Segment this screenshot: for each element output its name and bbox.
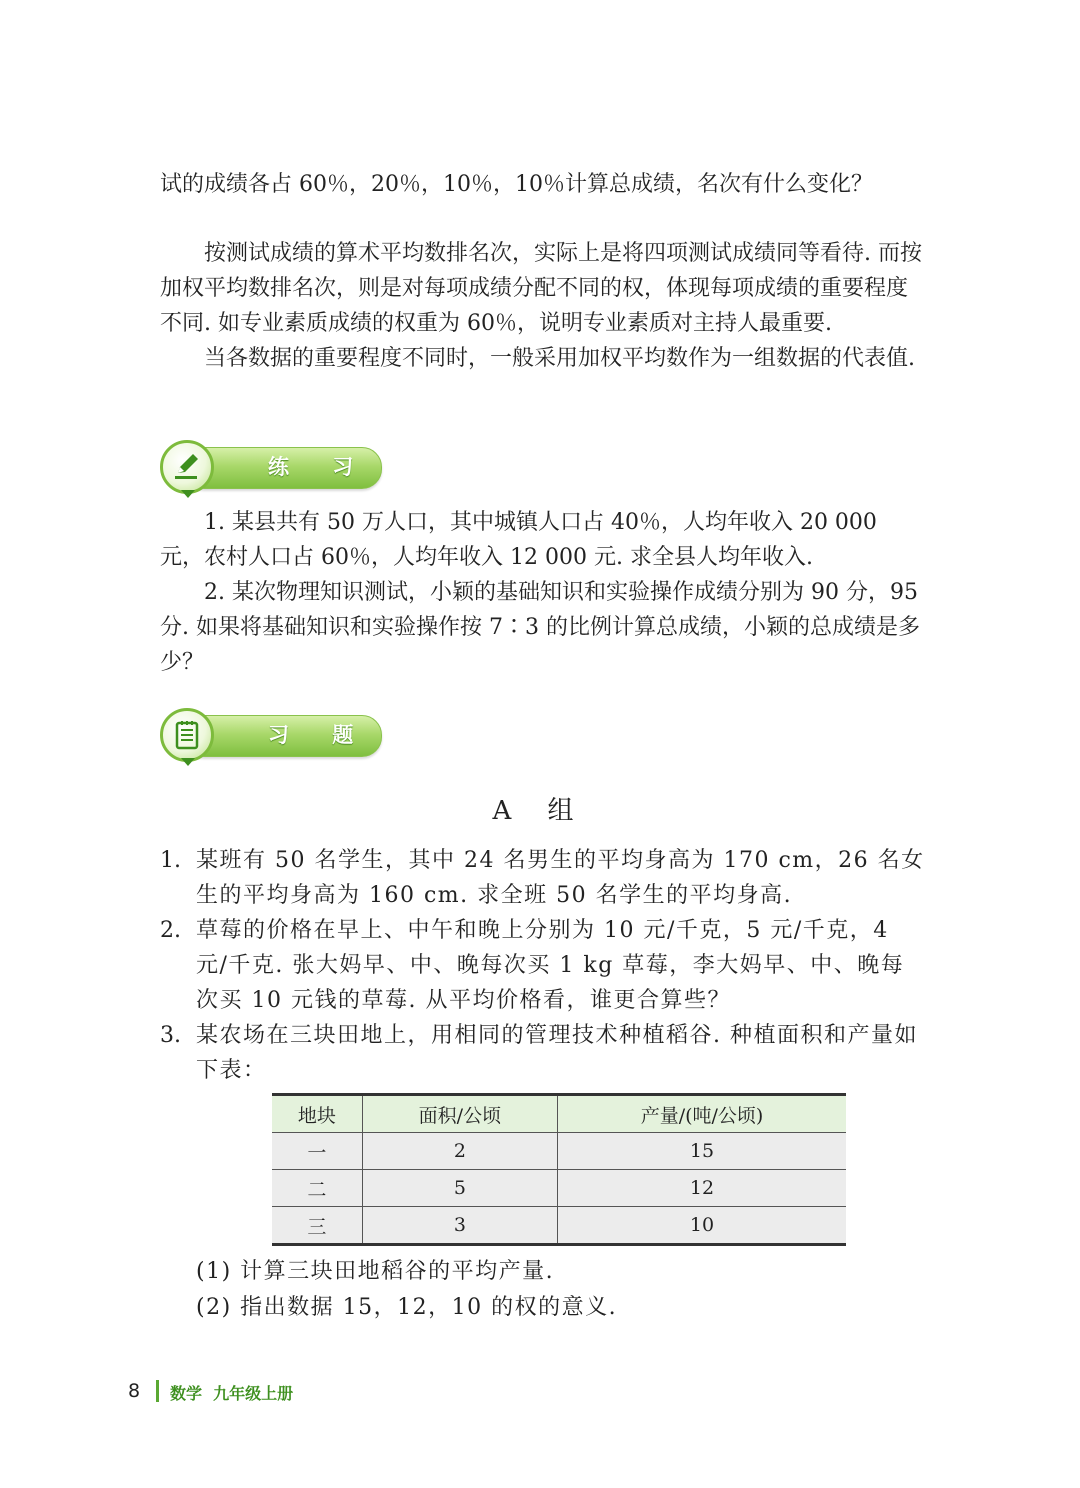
item-text: 草莓的价格在早上、中午和晚上分别为 10 元/千克，5 元/千克，4 元/千克. 张大妈早、中、晚每次买 1 kg 草莓，李大妈早、中、晚每次买 10 元钱的草莓. 从平均价格看，谁更合算些？ [196,918,905,1013]
badge-label: 习 题 [268,723,372,747]
exercise-badge [160,708,380,762]
notepad-icon [160,708,214,762]
paragraph-explanation: 按测试成绩的算术平均数排名次，实际上是将四项测试成绩同等看待. 而按加权平均数排名次，则是对每项成绩分配不同的权，体现每项成绩的重要程度不同. 如专业素质成绩的权重为 60％，说明专业素质对主持人最重要. [160,241,922,336]
table-cell: 3 [362,1207,557,1245]
item-text: 某农场在三块田地上，用相同的管理技术种植稻谷. 种植面积和产量如下表： [196,1023,918,1083]
table-cell: 2 [362,1133,557,1170]
table-row [272,1133,846,1170]
table-cell: 12 [558,1170,846,1207]
item-text: 某班有 50 名学生，其中 24 名男生的平均身高为 170 cm，26 名女生的平均身高为 160 cm. 求全班 50 名学生的平均身高. [196,848,925,908]
exercise-item [160,1018,926,1088]
badge-label: 练 习 [268,455,372,479]
subquestion: (2) 指出数据 15，12，10 的权的意义. [196,1295,618,1320]
table-cell: 一 [272,1133,362,1170]
table-cell: 5 [362,1170,557,1207]
table-cell: 10 [558,1207,846,1245]
practice-badge [160,440,380,494]
book-title: 数学 九年级上册 [170,1384,294,1403]
table-cell: 三 [272,1207,362,1245]
exercise-item [160,913,926,1018]
item-number: 1. [160,848,181,873]
table-row [272,1170,846,1207]
paragraph-continued: 试的成绩各占 60％，20％，10％，10％计算总成绩，名次有什么变化？ [160,172,873,197]
practice-item: 2. 某次物理知识测试，小颖的基础知识和实验操作成绩分别为 90 分，95 分. 如果将基础知识和实验操作按 7∶3 的比例计算总成绩，小颖的总成绩是多少？ [160,580,920,675]
table-row [272,1207,846,1245]
table-header: 地块 [272,1095,362,1133]
table-cell: 二 [272,1170,362,1207]
table-header-row [272,1095,846,1133]
exercise-item [160,843,926,913]
group-title: A 组 [492,796,588,826]
paragraph-conclusion: 当各数据的重要程度不同时，一般采用加权平均数作为一组数据的代表值. [204,346,915,371]
footer-divider [156,1380,159,1402]
practice-item: 1. 某县共有 50 万人口，其中城镇人口占 40％，人均年收入 20 000 元，农村人口占 60％，人均年收入 12 000 元. 求全县人均年收入. [160,510,877,570]
badge-pointer [181,490,195,498]
table-cell: 15 [558,1133,846,1170]
table-header: 产量/(吨/公顷) [558,1095,846,1133]
yield-table [272,1093,846,1246]
table-header: 面积/公顷 [362,1095,557,1133]
page-number: 8 [128,1380,141,1402]
item-number: 3. [160,1023,181,1048]
pencil-icon [160,440,214,494]
item-number: 2. [160,918,181,943]
badge-pointer [181,758,195,766]
subquestion: (1) 计算三块田地稻谷的平均产量. [196,1259,555,1284]
